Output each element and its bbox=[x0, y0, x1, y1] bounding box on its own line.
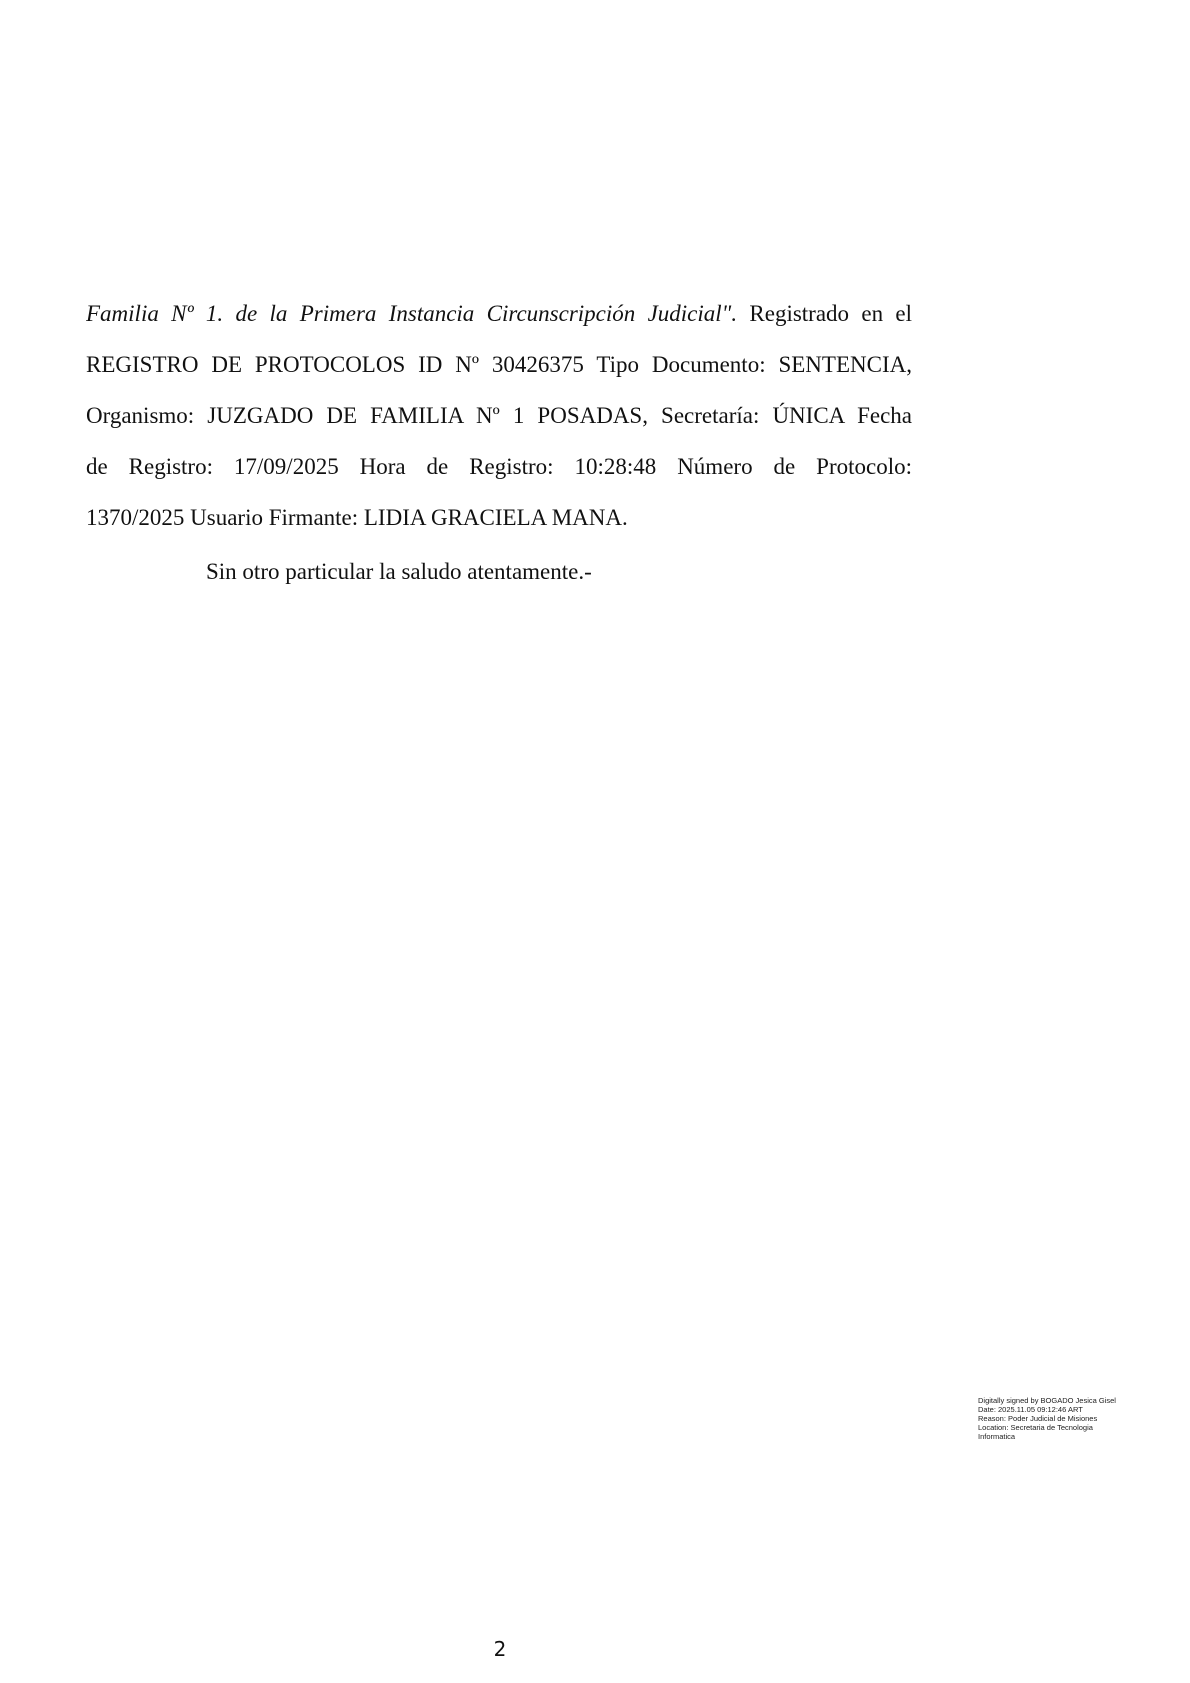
signature-location-continued: Informatica bbox=[978, 1432, 1016, 1441]
signature-signed-by: Digitally signed by BOGADO Jesica Gisel bbox=[978, 1396, 1116, 1405]
paragraph-line bbox=[86, 288, 912, 339]
page-number: 2 bbox=[493, 1637, 507, 1661]
paragraph-line-text: Registrado en el bbox=[737, 301, 912, 326]
paragraph-line: de Registro: 17/09/2025 Hora de Registro: 10:28:48 Número de Protocolo: bbox=[86, 454, 912, 479]
digital-signature-stamp bbox=[978, 1396, 1158, 1441]
signature-reason: Reason: Poder Judicial de Misiones bbox=[978, 1414, 1098, 1423]
paragraph-line: Organismo: JUZGADO DE FAMILIA Nº 1 POSADAS, Secretaría: ÚNICA Fecha bbox=[86, 403, 912, 428]
signature-location: Location: Secretaria de Tecnologia bbox=[978, 1423, 1093, 1432]
registration-paragraph bbox=[86, 288, 912, 543]
paragraph-line: 1370/2025 Usuario Firmante: LIDIA GRACIELA MANA. bbox=[86, 505, 628, 530]
signature-date: Date: 2025.11.05 09:12:46 ART bbox=[978, 1405, 1083, 1414]
court-name-italic: Familia Nº 1. de la Primera Instancia Circunscripción Judicial". bbox=[86, 301, 738, 326]
paragraph-line: REGISTRO DE PROTOCOLOS ID Nº 30426375 Tipo Documento: SENTENCIA, bbox=[86, 352, 912, 377]
closing-sentence: Sin otro particular la saludo atentamente.- bbox=[206, 559, 592, 584]
